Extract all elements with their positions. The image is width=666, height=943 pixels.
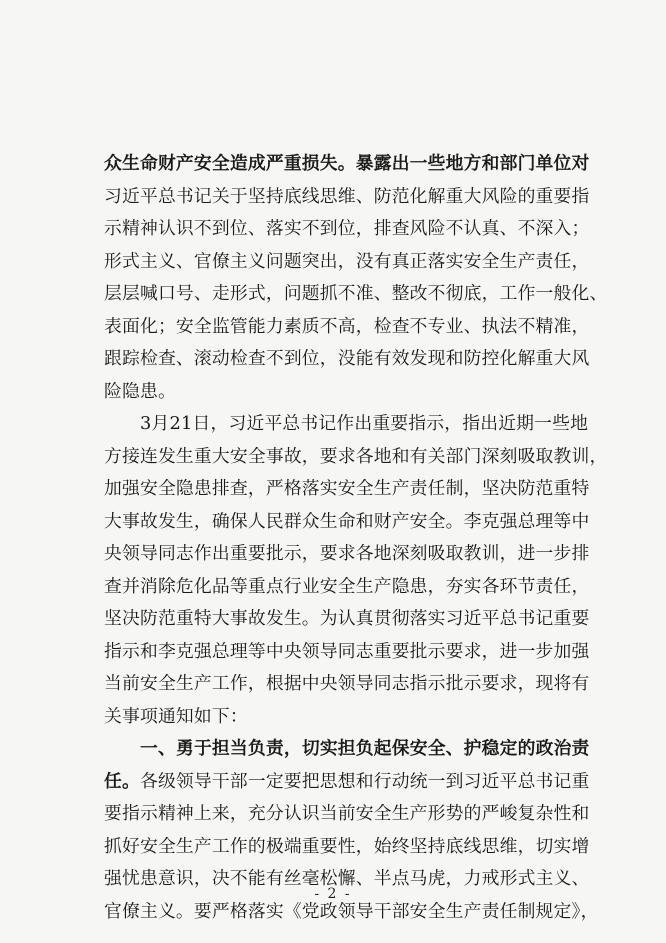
text-line-3: 示精神认识不到位、落实不到位，排查风险不认真、不深入； xyxy=(104,218,590,239)
document-body xyxy=(104,148,608,928)
text-line-21: 要指示精神上来，充分认识当前安全生产形势的严峻复杂性和 xyxy=(104,803,590,824)
text-line-5: 层层喊口号、走形式，问题抓不准、整改不彻底，工作一般化、 xyxy=(104,283,608,304)
section-heading-1: 一、勇于担当负责，切实担负起保安全、护稳定的政治责 xyxy=(140,738,590,759)
text-line-13: 央领导同志作出重要批示，要求各地深刻吸取教训，进一步排 xyxy=(104,543,590,564)
heading-continuation: 任。 xyxy=(104,770,140,792)
text-line-16: 指示和李克强总理等中央领导同志重要批示要求，进一步加强 xyxy=(104,640,590,662)
text-line-15: 坚决防范重特大事故发生。为认真贯彻落实习近平总书记重要 xyxy=(104,608,590,629)
text-line-8: 险隐患。 xyxy=(104,380,176,402)
text-line-12: 大事故发生，确保人民群众生命和财产安全。李克强总理等中 xyxy=(104,510,590,532)
text-line-20-rest: 各级领导干部一定要把思想和行动统一到习近平总书记重 xyxy=(139,770,590,792)
text-line-6: 表面化；安全监管能力素质不高，检查不专业、执法不精准， xyxy=(104,315,590,337)
text-line-9: 3月21日，习近平总书记作出重要指示，指出近期一些地 xyxy=(140,413,589,434)
text-line-1: 众生命财产安全造成严重损失。暴露出一些地方和部门单位对 xyxy=(104,153,590,174)
text-line-14: 查并消除危化品等重点行业安全生产隐患，夯实各环节责任， xyxy=(104,575,590,597)
text-line-24: 官僚主义。要严格落实《党政领导干部安全生产责任制规定》， xyxy=(104,900,599,922)
text-line-20 xyxy=(104,766,590,799)
text-line-2: 习近平总书记关于坚持底线思维、防范化解重大风险的重要指 xyxy=(104,185,590,207)
text-line-10: 方接连发生重大安全事故，要求各地和有关部门深刻吸取教训， xyxy=(104,445,608,467)
text-line-4: 形式主义、官僚主义问题突出，没有真正落实安全生产责任， xyxy=(104,250,590,272)
page-number: - 2 - xyxy=(314,886,352,902)
text-line-17: 当前安全生产工作，根据中央领导同志指示批示要求，现将有 xyxy=(104,673,590,694)
text-line-7: 跟踪检查、滚动检查不到位，没能有效发现和防控化解重大风 xyxy=(104,348,590,369)
text-line-11: 加强安全隐患排查，严格落实安全生产责任制，坚决防范重特 xyxy=(104,478,590,499)
text-line-22: 抓好安全生产工作的极端重要性，始终坚持底线思维，切实增 xyxy=(104,835,590,857)
text-line-18: 关事项通知如下： xyxy=(104,705,248,727)
text-line-23: 强忧患意识，决不能有丝毫松懈、半点马虎，力戒形式主义、 xyxy=(104,868,590,889)
